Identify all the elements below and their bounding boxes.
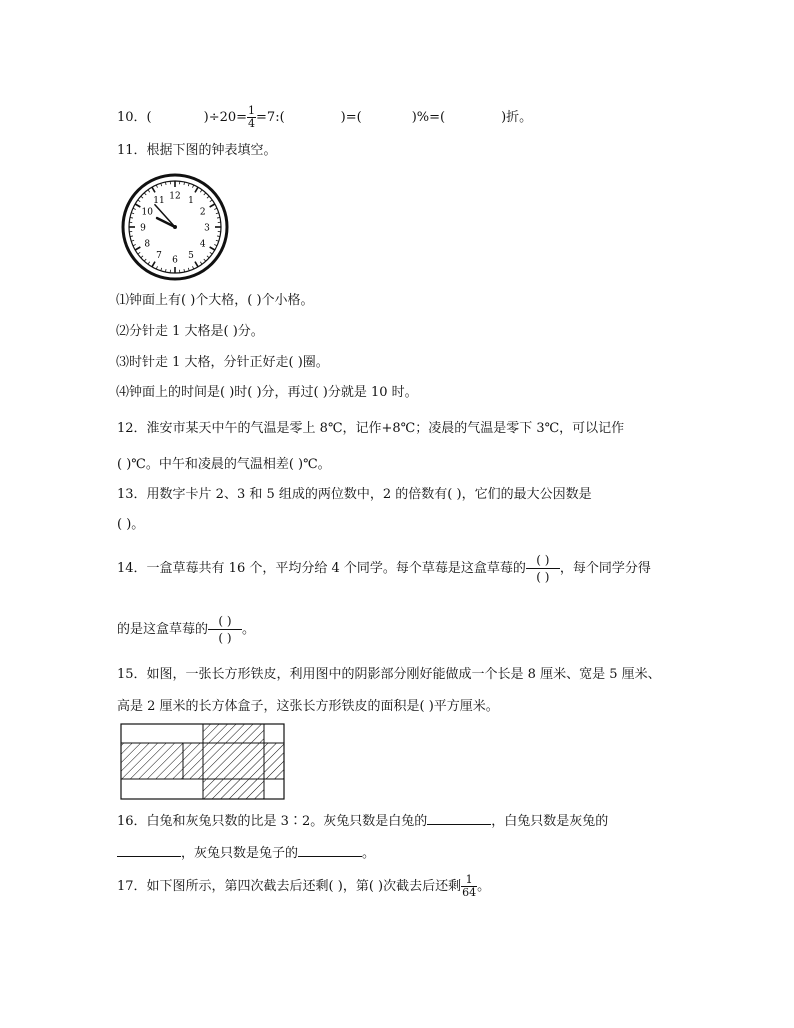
clock-tick [214,244,217,245]
clock-number: 11 [153,195,165,206]
clock-tick [200,190,202,192]
clock-tick [207,256,209,258]
clock-tick [133,208,136,209]
clock-tick [210,247,215,250]
q14-fraction-1: $\frac{( )}{( )}$ [526,552,560,585]
clock-tick [144,193,146,195]
clock-tick [133,244,136,245]
q10-fraction: $\frac{1}{4}$ [248,104,256,130]
clock-tick [210,252,212,254]
clock-number: 10 [141,207,154,218]
clock-tick [214,208,217,209]
clock-tick [192,185,193,188]
clock-number: 7 [156,251,162,262]
clock-number: 4 [199,239,206,250]
clock-tick [204,193,206,195]
clock-number: 2 [199,207,206,218]
clock-tick [216,240,219,241]
q11-sub-2: ⑵分针走 1 大格是( )分。 [116,324,264,339]
clock-tick [192,266,193,269]
q11-sub-4: ⑷钟面上的时间是( )时( )分，再过( )分就是 10 时。 [116,385,418,400]
q17-fraction: $\frac{1}{64}$ [462,873,477,899]
question-16-line-1: 16．白兔和灰兔只数的比是 3∶2。灰兔只数是白兔的 ，白兔只数是灰兔的 [117,810,608,831]
clock-tick [152,187,155,192]
clock-number: 9 [140,223,146,234]
clock-tick [152,262,155,267]
blank-line[interactable] [298,842,362,857]
q11-sub-3: ⑶时针走 1 大格，分针正好走( )圈。 [116,355,329,370]
question-14-line-1: 14．一盒草莓共有 16 个，平均分给 4 个同学。每个草莓是这盒草莓的 $\frac{( )}{( )}$ ，每个同学分得 [117,553,651,584]
clock-tick [131,240,134,241]
clock-tick [156,185,157,188]
clock-number: 5 [188,251,194,262]
clock-number: 3 [204,223,210,234]
question-12-line-2: ( )℃。中午和凌晨的气温相差( )℃。 [117,457,331,472]
clock-tick [161,183,162,186]
clock-tick [138,200,140,202]
clock-tick [195,262,198,267]
clock-tick [156,266,157,269]
blank-line[interactable] [427,810,491,825]
question-13-line-2: ( )。 [117,517,145,532]
question-10: 10．( )÷20= $\frac{1}{4}$ =7:( )=( )%=( )折。 [117,104,533,130]
iron-sheet-figure [119,722,287,802]
clock-tick [216,213,219,214]
minute-hand [155,205,175,227]
clock-tick [210,200,212,202]
clock-tick [188,268,189,271]
q14-fraction-2: $\frac{( )}{( )}$ [208,613,242,646]
clock-tick [207,196,209,198]
clock-tick [195,187,198,192]
question-12-line-1: 12．淮安市某天中午的气温是零上 8℃，记作+8℃；凌晨的气温是零下 3℃，可以记作 [117,421,625,436]
clock-figure [120,172,230,282]
clock-number: 1 [188,195,194,206]
clock-tick [188,183,189,186]
q10-number: 10． [117,110,147,125]
clock-tick [148,262,150,264]
clock-number: 8 [144,239,151,250]
question-17: 17．如下图所示，第四次截去后还剩( )，第( )次截去后还剩 $\frac{1}{64}$ 。 [117,873,491,899]
hour-hand [157,218,175,227]
clock-tick [148,190,150,192]
clock-tick [131,213,134,214]
clock-tick [210,204,215,207]
question-15-line-1: 15．如图，一张长方形铁皮，利用图中的阴影部分刚好能做成一个长是 8 厘米、宽是 5 厘米、 [117,667,661,682]
clock-tick [141,256,143,258]
clock-tick [204,259,206,261]
question-15-line-2: 高是 2 厘米的长方体盒子，这张长方形铁皮的面积是( )平方厘米。 [117,699,499,714]
q11-sub-1: ⑴钟面上有( )个大格，( )个小格。 [116,293,314,308]
clock-tick [135,204,140,207]
clock-tick [144,259,146,261]
question-13-line-1: 13．用数字卡片 2、3 和 5 组成的两位数中，2 的倍数有( )，它们的最大公因数是 [117,487,592,502]
blank-line[interactable] [117,842,181,857]
question-16-line-2: ，灰兔只数是兔子的 。 [117,842,375,863]
clock-tick [200,262,202,264]
clock-tick [141,196,143,198]
clock-tick [135,247,140,250]
clock-tick [161,268,162,271]
clock-number: 6 [172,255,178,266]
clock-number: 12 [169,191,181,202]
question-11-title: 11．根据下图的钟表填空。 [117,143,277,158]
question-14-line-2: 的是这盒草莓的 $\frac{( )}{( )}$ 。 [117,614,256,645]
clock-tick [138,252,140,254]
